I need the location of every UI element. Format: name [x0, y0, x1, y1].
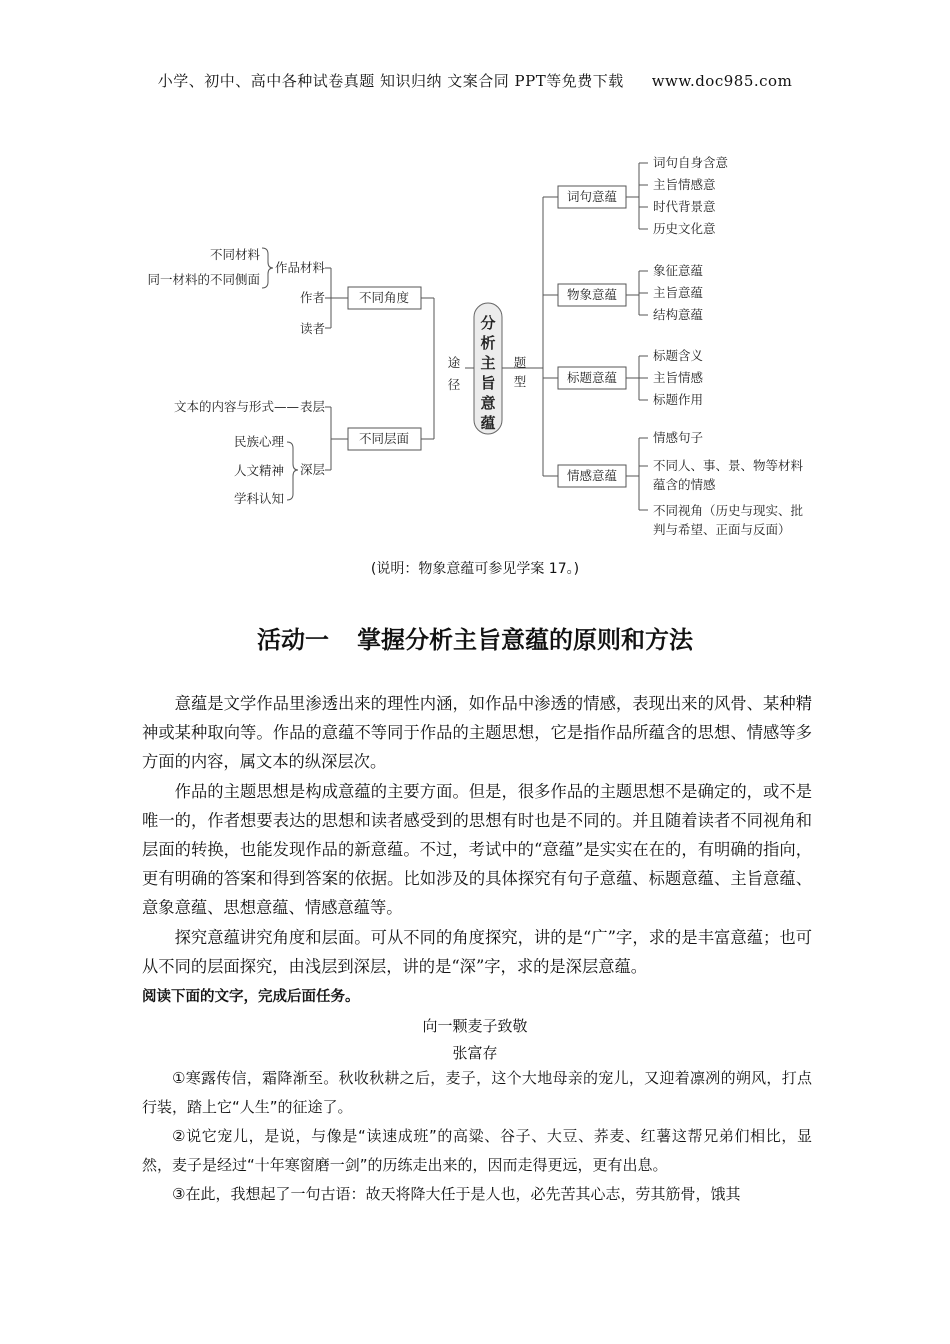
- essay-author: 张富存: [452, 1044, 498, 1062]
- essay-paragraph: ③在此，我想起了一句古语：故天将降大任于是人也，必先苦其心志，劳其筋骨，饿其: [172, 1185, 741, 1203]
- type-label: 标题意蕴: [566, 370, 618, 385]
- deep-item: 学科认知: [233, 491, 284, 506]
- type-leaf: 主旨意蕴: [653, 285, 704, 300]
- center-char: 旨: [480, 374, 496, 392]
- center-char: 析: [480, 334, 496, 352]
- deep-item: 民族心理: [233, 434, 284, 449]
- type-leaf: 情感句子: [653, 430, 704, 445]
- right-connector-char: 题: [513, 355, 527, 370]
- type-leaf: 标题含义: [653, 348, 704, 363]
- center-char: 意: [480, 394, 496, 412]
- type-leaf: 标题作用: [653, 392, 704, 407]
- header-text: 小学、初中、高中各种试卷真题 知识归纳 文案合同 PPT等免费下载: [157, 72, 624, 90]
- type-leaf: 主旨情感: [653, 370, 704, 385]
- surface-label: 表层: [299, 399, 325, 414]
- surface-desc: 文本的内容与形式——: [173, 399, 299, 414]
- right-connector-char: 型: [513, 374, 527, 389]
- angle-item: 作品材料: [274, 260, 325, 275]
- deep-label: 深层: [299, 462, 325, 477]
- type-label: 情感意蕴: [566, 468, 618, 483]
- type-leaf: 历史文化意: [653, 221, 716, 236]
- intro-paragraph: 作品的主题思想是构成意蕴的主要方面。但是，很多作品的主题思想不是确定的，或不是唯一的，作者想要表达的思想和读者感受到的思想有时也是不同的。并且随着读者不同视角和层面的转换，也能发现作品的新意蕴。不过，考试中的“意蕴”是实实在在的，有明确的指向，更有明确的答案和得到答案的依据。比如涉及的具体探究有句子意蕴、标题意蕴、主旨意蕴、意象意蕴、思想意蕴、情感意蕴等。: [142, 782, 812, 917]
- type-leaf: 词句自身含意: [653, 155, 729, 170]
- type-leaf: 结构意蕴: [653, 307, 704, 322]
- mind-map-diagram: [0, 140, 950, 545]
- center-char: 分: [480, 314, 496, 332]
- type-leaf: 时代背景意: [653, 199, 716, 214]
- activity-number: 活动一: [257, 626, 329, 654]
- type-leaf: 蕴含的情感: [653, 477, 716, 492]
- header-url[interactable]: www.doc985.com: [651, 72, 793, 90]
- reading-instruction: 阅读下面的文字，完成后面任务。: [142, 989, 360, 1005]
- essay-paragraph: ①寒露传信，霜降渐至。秋收秋耕之后，麦子，这个大地母亲的宠儿，又迎着凛冽的朔风，打点行装，踏上它“人生”的征途了。: [142, 1069, 812, 1116]
- type-leaf: 象征意蕴: [653, 263, 704, 278]
- activity-heading: [0, 620, 950, 655]
- center-char: 主: [480, 354, 496, 372]
- material-sub-item: 同一材料的不同侧面: [147, 272, 260, 287]
- angle-label: 不同角度: [358, 290, 410, 305]
- angle-item: 读者: [299, 321, 325, 336]
- type-leaf: 不同人、事、景、物等材料: [653, 458, 804, 473]
- level-label: 不同层面: [358, 431, 410, 446]
- type-leaf: 判与希望、正面与反面）: [653, 522, 791, 537]
- essay-title: 向一颗麦子致敬: [422, 1017, 528, 1035]
- diagram-note: (说明：物象意蕴可参见学案 17。): [370, 561, 580, 577]
- left-connector-char: 途: [447, 355, 461, 370]
- center-char: 蕴: [480, 414, 496, 432]
- type-label: 物象意蕴: [566, 287, 618, 302]
- intro-paragraph: 探究意蕴讲究角度和层面。可从不同的角度探究，讲的是“广”字，求的是丰富意蕴；也可从不同的层面探究，由浅层到深层，讲的是“深”字，求的是深层意蕴。: [142, 928, 812, 976]
- deep-item: 人文精神: [233, 463, 284, 478]
- activity-title: 掌握分析主旨意蕴的原则和方法: [357, 626, 693, 654]
- intro-paragraph: 意蕴是文学作品里渗透出来的理性内涵，如作品中渗透的情感，表现出来的风骨、某种精神或某种取向等。作品的意蕴不等同于作品的主题思想，它是指作品所蕴含的思想、情感等多方面的内容，属文本的纵深层次。: [142, 694, 812, 771]
- angle-item: 作者: [299, 290, 325, 305]
- essay-paragraph: ②说它宠儿，是说，与像是“读速成班”的高粱、谷子、大豆、荞麦、红薯这帮兄弟们相比，显然，麦子是经过“十年寒窗磨一剑”的历练走出来的，因而走得更远，更有出息。: [142, 1127, 812, 1174]
- type-label: 词句意蕴: [566, 189, 618, 204]
- page-header: [0, 70, 950, 91]
- left-connector-char: 径: [447, 377, 461, 392]
- type-leaf: 主旨情感意: [653, 177, 716, 192]
- material-sub-item: 不同材料: [209, 247, 260, 262]
- type-leaf: 不同视角（历史与现实、批: [653, 503, 804, 518]
